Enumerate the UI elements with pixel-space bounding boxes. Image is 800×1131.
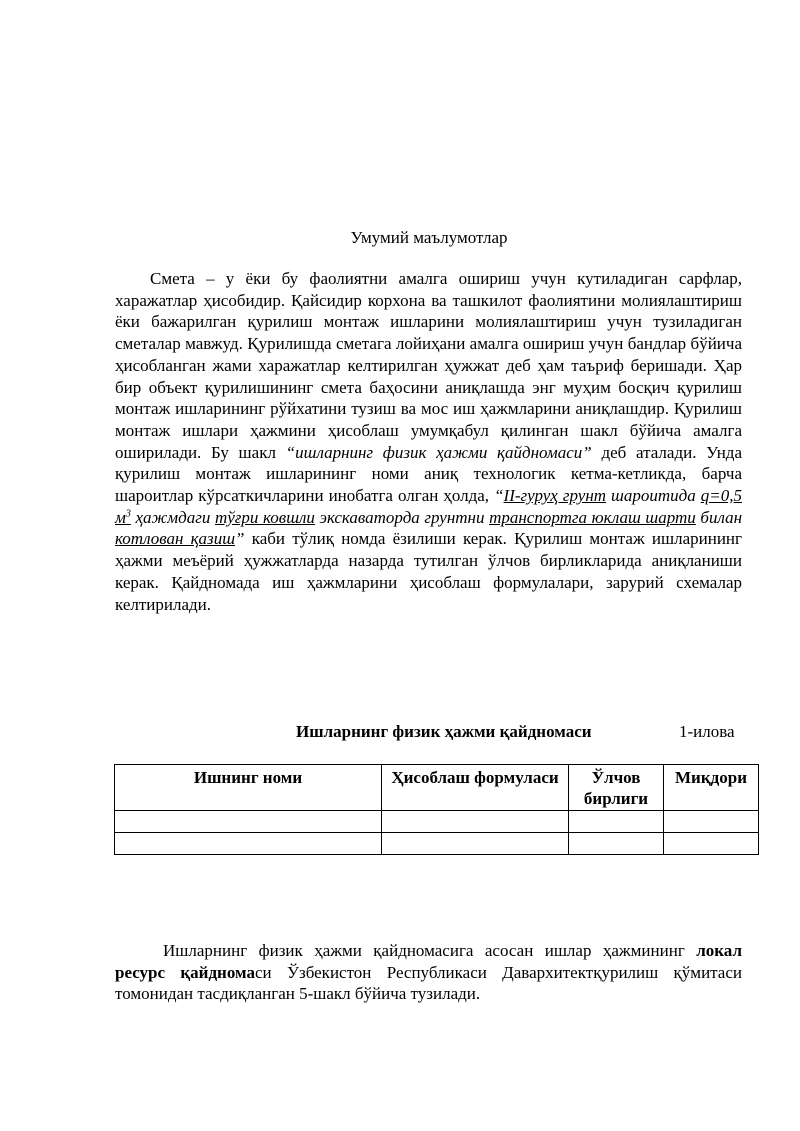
header-unit: Ўлчов бирлиги — [569, 765, 664, 811]
table-cell[interactable] — [664, 833, 759, 855]
example-close-quote: ” — [235, 529, 245, 549]
example-open-quote: “ — [494, 486, 504, 506]
table-cell[interactable] — [115, 833, 382, 855]
example-condition: шароитида — [606, 486, 701, 506]
intro-text-3: каби тўлиқ номда ёзилиши керак. Қурилиш монтаж ишларининг ҳажми меъёрий ҳужжатларда назарда тутилган ўлчов бирликларида аниқланиши керак. Қайдномада иш ҳажмларини ҳисоблаш формулалари, зарурий схемалар келтирилади. — [115, 529, 742, 614]
example-bucket-type: тўғри ковшли — [214, 507, 315, 527]
section-heading: Умумий маълумотлар — [350, 228, 508, 247]
example-excavator-text: экскаваторда грунтни — [314, 507, 490, 527]
table-cell[interactable] — [569, 811, 664, 833]
example-with-text: билан — [695, 507, 742, 527]
header-formula: Ҳисоблаш формуласи — [382, 765, 569, 811]
closing-paragraph — [115, 940, 742, 1005]
closing-bold-term: локал ресурс қайднома — [115, 941, 742, 982]
example-volume-text: ҳажмдаги — [130, 507, 215, 527]
volume-table — [114, 764, 759, 855]
closing-text-1: Ишларнинг физик ҳажми қайдномасига асосан ишлар ҳажмининг — [163, 941, 697, 960]
annex-label: 1-илова — [679, 722, 735, 741]
table-cell[interactable] — [569, 833, 664, 855]
table-cell[interactable] — [115, 811, 382, 833]
example-soil-group: II-гуруҳ грунт — [503, 486, 607, 506]
intro-paragraph — [115, 268, 742, 615]
table-row — [115, 833, 759, 855]
table-row — [115, 811, 759, 833]
table-header-row — [115, 765, 759, 811]
example-bucket-volume-exponent: 3 — [125, 508, 131, 520]
intro-text-1: Смета – у ёки бу фаолиятни амалга ошириш учун кутиладиган сарфлар, харажатлар ҳисобидир. Қайсидир корхона ва ташкилот фаолиятини молиялаштириш ёки бажарилган қурилиш монтаж ишларини молиялаштириш учун тузиладиган сметалар мавжуд. Қурилишда сметага лойиҳани амалга ошириш учун бандлар бўйича ҳисобланган жами харажатлар келтирилган ҳужжат деб ҳам таъриф беришади. Ҳар бир объект қурилишининг смета баҳосини аниқлашда энг муҳим босқич қурилиш монтаж ишларининг рўйхатини тузиш ва мос иш ҳажмларини аниқлашдир. Қурилиш монтаж ишлари ҳажмини ҳисоблаш умумқабул қилинган шакл бўйича амалга оширилади. Бу шакл — [115, 269, 742, 462]
closing-text-2: си Ўзбекистон Республикаси Давархитектқурилиш қўмитаси томонидан тасдиқланган 5-шакл бўйича тузилади. — [115, 962, 742, 1004]
intro-text-2: деб аталади. Унда қурилиш монтаж ишларининг номи аниқ технологик кетма-кетликда, барча шароитлар кўрсаткичларини инобатга олган ҳолда, — [115, 442, 742, 506]
form-name-quote: “ишларнинг физик ҳажми қайдномаси” — [285, 442, 592, 462]
header-work-name: Ишнинг номи — [115, 765, 382, 811]
table-cell[interactable] — [382, 811, 569, 833]
table-cell[interactable] — [664, 811, 759, 833]
table-title: Ишларнинг физик ҳажми қайдномаси — [296, 722, 592, 741]
header-quantity: Миқдори — [664, 765, 759, 811]
example-bucket-volume-value: q=0,5 м — [115, 486, 742, 527]
example-pit-excavation: котлован қазиш — [115, 529, 236, 549]
table-cell[interactable] — [382, 833, 569, 855]
example-transport-condition: транспортга юклаш шарти — [489, 507, 696, 527]
